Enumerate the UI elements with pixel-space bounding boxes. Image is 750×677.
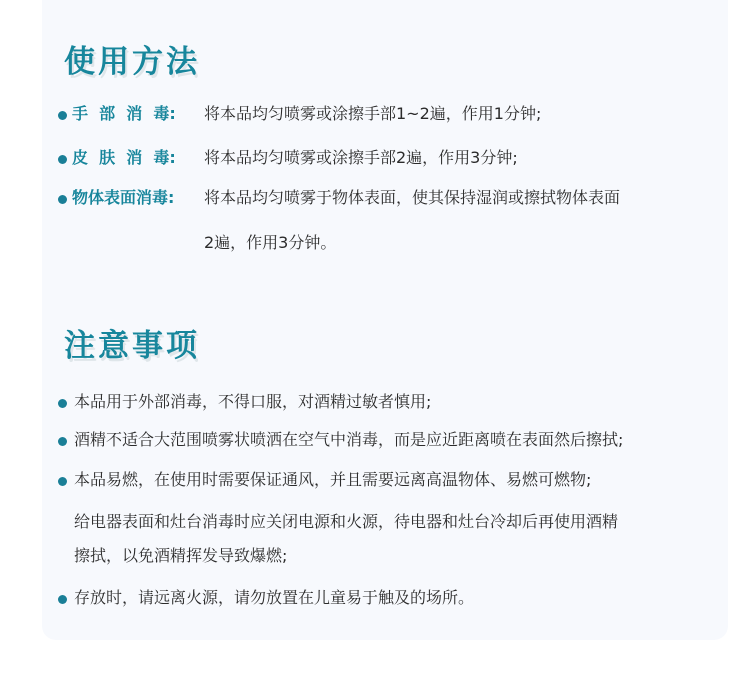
bullet-dot-icon — [58, 111, 67, 120]
note-text: 本品用于外部消毒，不得口服，对酒精过敏者慎用; — [74, 392, 432, 411]
note-text: 本品易燃，在使用时需要保证通风，并且需要远离高温物体、易燃可燃物; — [74, 470, 592, 489]
usage-label: 物体表面消毒: — [72, 188, 175, 207]
usage-section-title: 使用方法 — [64, 44, 200, 80]
bullet-dot-icon — [58, 155, 67, 164]
bullet-dot-icon — [58, 437, 67, 446]
usage-text-continuation: 2遍，作用3分钟。 — [204, 233, 337, 252]
usage-text: 将本品均匀喷雾或涂擦手部1~2遍，作用1分钟; — [204, 104, 542, 123]
note-text-line: 给电器表面和灶台消毒时应关闭电源和火源，待电器和灶台冷却后再使用酒精 — [74, 512, 619, 531]
usage-text: 将本品均匀喷雾于物体表面，使其保持湿润或擦拭物体表面 — [204, 188, 621, 207]
bullet-dot-icon — [58, 195, 67, 204]
bullet-dot-icon — [58, 477, 67, 486]
note-text: 酒精不适合大范围喷雾状喷洒在空气中消毒，而是应近距离喷在表面然后擦拭; — [74, 430, 624, 449]
usage-label: 皮 肤 消 毒: — [72, 148, 176, 167]
bullet-dot-icon — [58, 399, 67, 408]
bullet-dot-icon — [58, 595, 67, 604]
note-text: 存放时，请远离火源，请勿放置在儿童易于触及的场所。 — [74, 588, 475, 607]
usage-label: 手 部 消 毒: — [72, 104, 176, 123]
notes-section-title: 注意事项 — [64, 328, 200, 364]
usage-text: 将本品均匀喷雾或涂擦手部2遍，作用3分钟; — [204, 148, 518, 167]
note-text-line: 擦拭，以免酒精挥发导致爆燃; — [74, 546, 288, 565]
